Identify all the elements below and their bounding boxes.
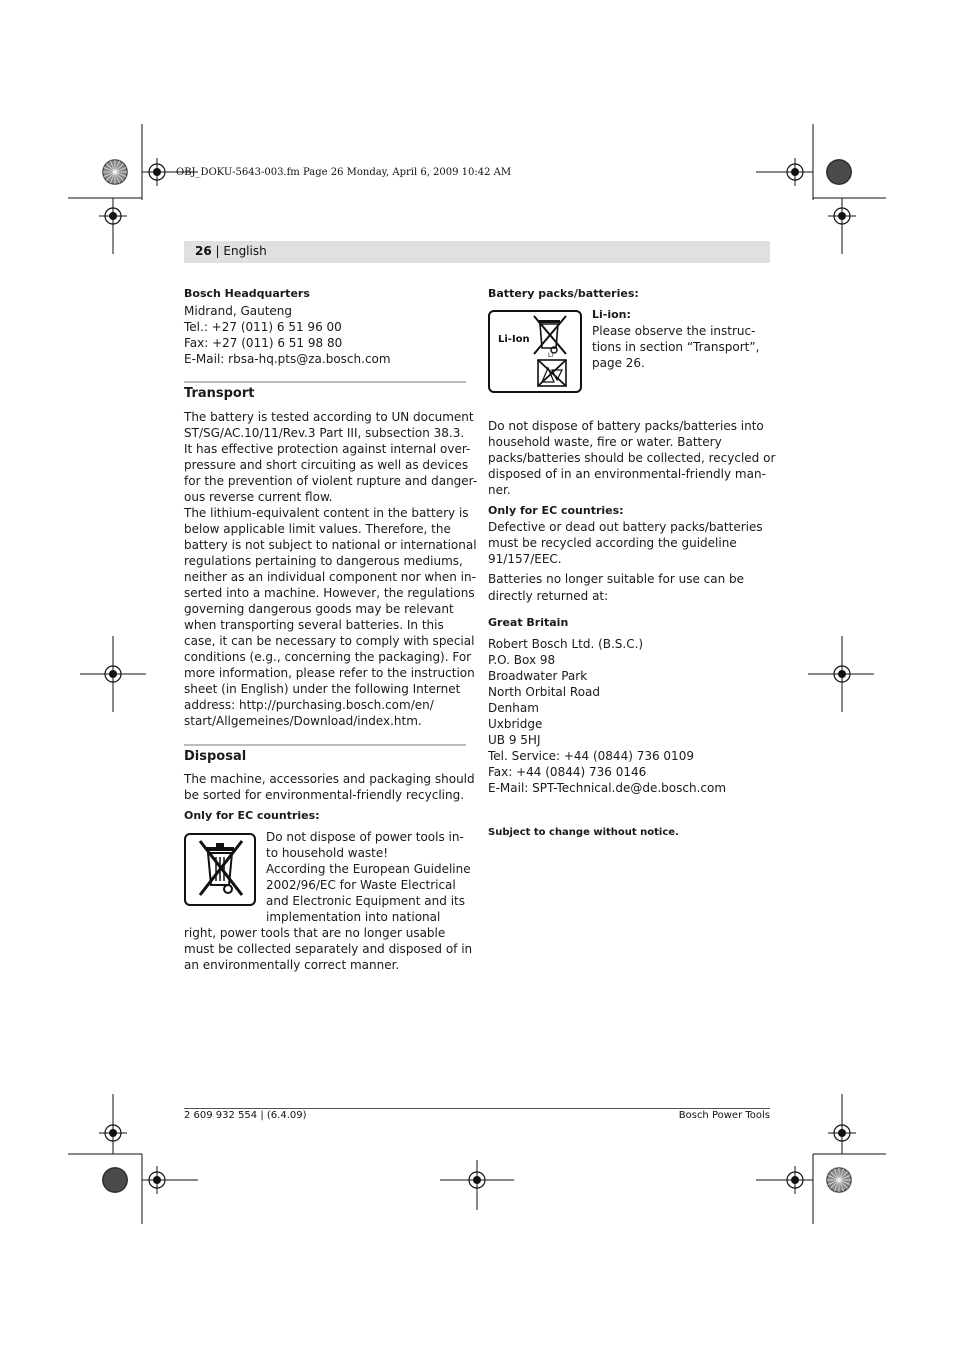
- gb-line: Broadwater Park: [488, 669, 588, 683]
- ec-side-line: According the European Guideline: [266, 862, 471, 876]
- gb-line: Tel. Service: +44 (0844) 736 0109: [488, 749, 694, 763]
- ec-side-text: [266, 829, 471, 925]
- li-ion-text: [592, 307, 770, 371]
- gb-line: P.O. Box 98: [488, 653, 556, 667]
- return-line: directly returned at:: [488, 589, 609, 603]
- li-icon-small-label: Li: [548, 352, 554, 359]
- header-separator: |: [211, 244, 224, 258]
- gb-line: Robert Bosch Ltd. (B.S.C.): [488, 637, 644, 651]
- hq-line: E-Mail: rbsa-hq.pts@za.bosch.com: [184, 352, 391, 366]
- ec-countries-title: Only for EC countries:: [184, 809, 320, 822]
- ec-full-line: must be collected separately and disposed of in: [184, 942, 473, 956]
- li-ion-line: Please observe the instruc-: [592, 324, 756, 338]
- dispose-line: packs/batteries should be collected, recycled or: [488, 451, 776, 465]
- document-number: 2 609 932 554 | (6.4.09): [184, 1110, 307, 1121]
- gb-line: Uxbridge: [488, 717, 543, 731]
- ec-side-line: 2002/96/EC for Waste Electrical: [266, 878, 456, 892]
- transport-line: ST/SG/AC.10/11/Rev.3 Part III, subsection 38.3.: [184, 426, 465, 440]
- li-ion-line: page 26.: [592, 356, 645, 370]
- transport-line: sheet (in English) under the following Internet: [184, 682, 461, 696]
- disposal-text: [184, 771, 475, 803]
- transport-line: case, it can be necessary to comply with special: [184, 634, 475, 648]
- transport-line: for the prevention of violent rupture and danger-: [184, 474, 478, 488]
- gb-line: UB 9 5HJ: [488, 733, 541, 747]
- transport-line: pressure and short circuiting as well as devices: [184, 458, 469, 472]
- gb-line: North Orbital Road: [488, 685, 601, 699]
- header-language: English: [223, 244, 267, 258]
- gb-line: Denham: [488, 701, 539, 715]
- transport-line: battery is not subject to national or international: [184, 538, 477, 552]
- dispose-line: household waste, fire or water. Battery: [488, 435, 722, 449]
- gb-line: Fax: +44 (0844) 736 0146: [488, 765, 647, 779]
- ec-side-line: Do not dispose of power tools in-: [266, 830, 464, 844]
- dispose-line: Do not dispose of battery packs/batteries into: [488, 419, 764, 433]
- transport-text: [184, 409, 478, 729]
- print-slug: OBJ_DOKU-5643-003.fm Page 26 Monday, April 6, 2009 10:42 AM: [176, 167, 512, 178]
- battery-title: Battery packs/batteries:: [488, 287, 639, 300]
- section-divider: [184, 744, 466, 746]
- hq-line: Fax: +27 (011) 6 51 98 80: [184, 336, 343, 350]
- page-number: 26: [195, 244, 212, 258]
- section-divider: [184, 381, 466, 383]
- transport-line: It has effective protection against internal over-: [184, 442, 471, 456]
- disposal-heading: Disposal: [184, 749, 247, 764]
- transport-line: start/Allgemeines/Download/index.htm.: [184, 714, 422, 728]
- disposal-line: The machine, accessories and packaging should: [184, 772, 475, 786]
- transport-line: conditions (e.g., concerning the packaging). For: [184, 650, 472, 664]
- transport-line: ous reverse current flow.: [184, 490, 333, 504]
- transport-line: below applicable limit values. Therefore, the: [184, 522, 451, 536]
- transport-heading: Transport: [184, 386, 255, 401]
- return-line: Batteries no longer suitable for use can be: [488, 572, 745, 586]
- transport-line: regulations pertaining to dangerous mediums,: [184, 554, 463, 568]
- crossed-bin-icon: [184, 833, 256, 906]
- hq-line: Tel.: +27 (011) 6 51 96 00: [184, 320, 342, 334]
- dispose-line: disposed of in an environmental-friendly man-: [488, 467, 766, 481]
- hq-line: Midrand, Gauteng: [184, 304, 293, 318]
- ec-full-text: [184, 925, 473, 973]
- ec-side-line: and Electronic Equipment and its: [266, 894, 465, 908]
- transport-line: serted into a machine. However, the regulations: [184, 586, 475, 600]
- change-notice: Subject to change without notice.: [488, 827, 679, 838]
- great-britain-title: Great Britain: [488, 616, 569, 629]
- return-text: [488, 571, 770, 604]
- dispose-line: ner.: [488, 483, 511, 497]
- hq-address: [184, 303, 466, 367]
- battery-dispose-text: [488, 418, 776, 498]
- li-ion-recycling-icon: [488, 310, 582, 393]
- transport-line: The lithium-equivalent content in the battery is: [184, 506, 469, 520]
- ec-side-line: implementation into national: [266, 910, 441, 924]
- ec-recycle-line: 91/157/EEC.: [488, 552, 562, 566]
- transport-line: address: http://purchasing.bosch.com/en/: [184, 698, 434, 712]
- ec-recycle-line: must be recycled according the guideline: [488, 536, 737, 550]
- ec-countries-title-right: Only for EC countries:: [488, 504, 624, 517]
- gb-line: E-Mail: SPT-Technical.de@de.bosch.com: [488, 781, 727, 795]
- li-ion-line: tions in section “Transport”,: [592, 340, 760, 354]
- li-ion-title: Li-ion:: [592, 308, 631, 321]
- ec-full-line: right, power tools that are no longer usable: [184, 926, 446, 940]
- footer-divider: [184, 1108, 770, 1109]
- transport-line: governing dangerous goods may be relevant: [184, 602, 454, 616]
- ec-full-line: an environmentally correct manner.: [184, 958, 400, 972]
- ec-side-line: to household waste!: [266, 846, 389, 860]
- ec-recycle-line: Defective or dead out battery packs/batteries: [488, 520, 763, 534]
- transport-line: more information, please refer to the instruction: [184, 666, 475, 680]
- transport-line: The battery is tested according to UN document: [184, 410, 474, 424]
- page-header: [184, 241, 770, 263]
- gb-address: [488, 636, 770, 796]
- transport-line: when transporting several batteries. In this: [184, 618, 444, 632]
- disposal-line: be sorted for environmental-friendly recycling.: [184, 788, 465, 802]
- brand-footer: Bosch Power Tools: [678, 1110, 770, 1121]
- bosch-hq-block: [184, 286, 466, 367]
- hq-title: Bosch Headquarters: [184, 287, 310, 300]
- li-ion-icon-label: Li-Ion: [498, 334, 530, 345]
- transport-line: neither as an individual component nor when in-: [184, 570, 476, 584]
- ec-recycle-text: [488, 519, 770, 567]
